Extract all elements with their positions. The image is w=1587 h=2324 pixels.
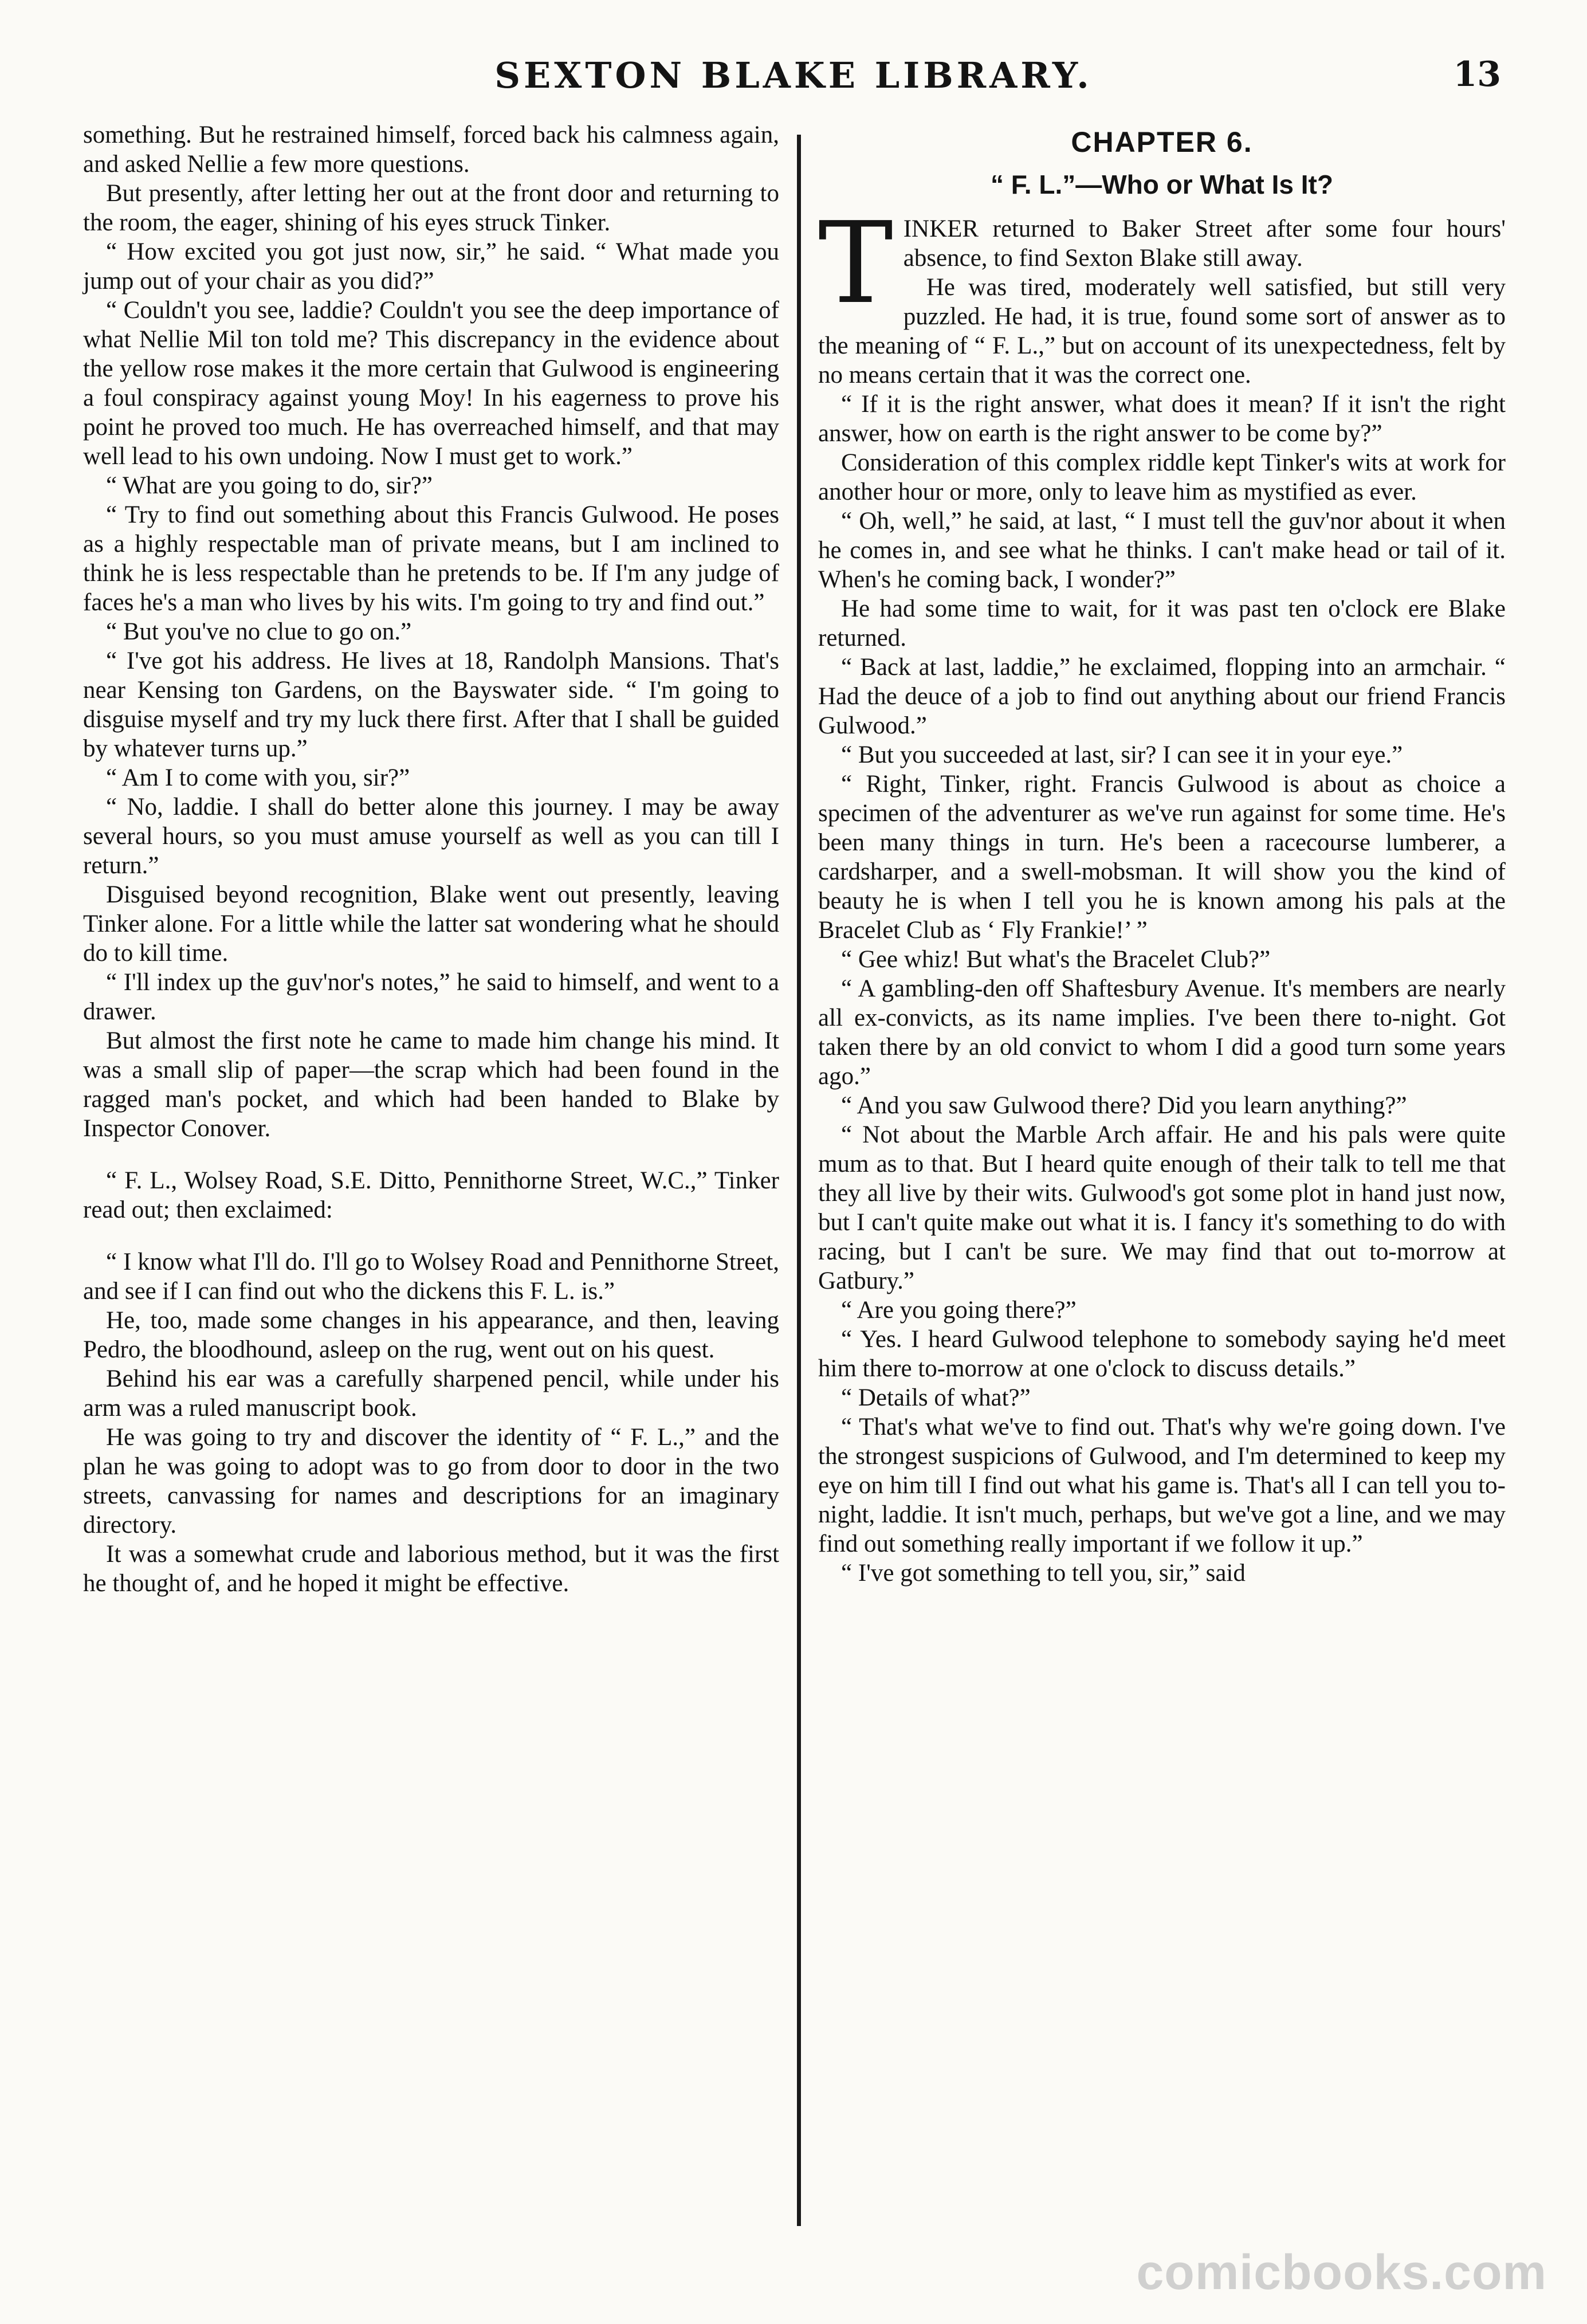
right-column [818, 120, 1506, 1588]
drop-cap: T [818, 198, 893, 329]
chapter-number: CHAPTER 6. [1071, 126, 1253, 158]
paragraph: “ Oh, well,” he said, at last, “ I must tell the guv'nor about it when he comes in, and see what he thinks. I can't make head or tail of it. When's he coming back, I wonder?” [818, 508, 1506, 593]
paragraph: He had some time to wait, for it was past ten o'clock ere Blake returned. [818, 595, 1506, 651]
paragraph: “ But you've no clue to go on.” [106, 618, 412, 645]
paragraph: “ Details of what?” [841, 1384, 1031, 1411]
watermark: comicbooks.com [1136, 2245, 1547, 2300]
paragraph: “ If it is the right answer, what does it mean? If it isn't the right answer, how on earth is the right answer to be come by?” [818, 391, 1506, 447]
paragraph: “ I'll index up the guv'nor's notes,” he said to himself, and went to a drawer. [83, 969, 779, 1025]
paragraph: “ How excited you got just now, sir,” he said. “ What made you jump out of your chair as you did?” [83, 238, 779, 295]
paragraph: He, too, made some changes in his appearance, and then, leaving Pedro, the bloodhound, asleep on the rug, went out on his quest. [83, 1307, 779, 1363]
paragraph: “ F. L., Wolsey Road, S.E. Ditto, Pennithorne Street, W.C.,” Tinker read out; then exclaimed: [83, 1167, 779, 1223]
paragraph: “ Couldn't you see, laddie? Couldn't you see the deep importance of what Nellie Mil ton told me? This discrepancy in the evidence about the yellow rose makes it the more certain that Gulwood is engineering a foul conspiracy against young Moy! In his eagerness to prove his point he proved too much. He has overreached himself, and that may well lead to his own undoing. Now I must get to work.” [83, 297, 779, 470]
paragraph: “ No, laddie. I shall do better alone this journey. I may be away several hours, so you must amuse yourself as well as you can till I return.” [83, 794, 779, 879]
paragraph: “ I've got something to tell you, sir,” said [841, 1560, 1246, 1587]
paragraph: Consideration of this complex riddle kept Tinker's wits at work for another hour or more, only to leave him as mystified as ever. [818, 449, 1506, 505]
paragraph: “ I know what I'll do. I'll go to Wolsey Road and Pennithorne Street, and see if I can find out who the dickens this F. L. is.” [83, 1249, 779, 1305]
page-number: 13 [1453, 54, 1501, 95]
paragraph: “ What are you going to do, sir?” [106, 472, 433, 499]
paragraph: But presently, after letting her out at the front door and returning to the room, the eager, shining of his eyes struck Tinker. [83, 180, 779, 236]
paragraph: something. But he restrained himself, forced back his calmness again, and asked Nellie a few more questions. [83, 121, 779, 178]
opening-text: INKER returned to Baker Street after some four hours' absence, to find Sexton Blake still away. [903, 215, 1506, 272]
paragraph: Behind his ear was a carefully sharpened pencil, while under his arm was a ruled manuscript book. [83, 1365, 779, 1422]
left-column [83, 120, 779, 1598]
paragraph: “ Gee whiz! But what's the Bracelet Club?” [841, 946, 1271, 973]
paragraph: “ Yes. I heard Gulwood telephone to somebody saying he'd meet him there to-morrow at one o'clock to discuss details.” [818, 1326, 1506, 1382]
paragraph: “ Back at last, laddie,” he exclaimed, flopping into an armchair. “ Had the deuce of a job to find out anything about our friend Francis Gulwood.” [818, 654, 1506, 739]
paragraph: He was tired, moderately well satisfied, but still very puzzled. He had, it is true, found some sort of answer as to the meaning of “ F. L.,” but on account of its unexpectedness, felt by no means certain that it was the correct one. [818, 274, 1506, 388]
paragraph: “ Right, Tinker, right. Francis Gulwood is about as choice a specimen of the adventurer as we've run against for some time. He's been many things in turn. He's been a racecourse lumberer, a cardsharper, and a swell-mobsman. It will show you the kind of beauty he is when I tell you he is known among his pals at the Bracelet Club as ‘ Fly Frankie!’ ” [818, 771, 1506, 944]
paragraph: “ And you saw Gulwood there? Did you learn anything?” [841, 1092, 1407, 1119]
opening-paragraph [818, 198, 1506, 329]
paragraph: Disguised beyond recognition, Blake went out presently, leaving Tinker alone. For a little while the latter sat wondering what he should do to kill time. [83, 881, 779, 967]
paragraph: “ Am I to come with you, sir?” [106, 764, 410, 791]
paragraph: “ I've got his address. He lives at 18, Randolph Mansions. That's near Kensing ton Gardens, on the Bayswater side. “ I'm going to disguise myself and try my luck there first. After that I shall be guided by whatever turns up.” [83, 647, 779, 762]
column-divider [797, 135, 801, 2226]
paragraph: But almost the first note he came to made him change his mind. It was a small slip of paper—the scrap which had been found in the ragged man's pocket, and which had been handed to Blake by Inspector Conover. [83, 1027, 779, 1142]
paragraph: He was going to try and discover the identity of “ F. L.,” and the plan he was going to adopt was to go from door to door in the two streets, canvassing for names and descriptions for an imaginary directory. [83, 1424, 779, 1538]
paragraph: “ But you succeeded at last, sir? I can see it in your eye.” [841, 741, 1403, 768]
paragraph: “ That's what we've to find out. That's why we're going down. I've the strongest suspicions of Gulwood, and I'm determined to keep my eye on him till I find out what his game is. That's all I can tell you to-night, laddie. It isn't much, perhaps, but we've got a line, and we may find out something really important if we follow it up.” [818, 1414, 1506, 1557]
paragraph: It was a somewhat crude and laborious method, but it was the first he thought of, and he hoped it might be effective. [83, 1541, 779, 1597]
running-head [0, 54, 1587, 106]
paragraph: “ Try to find out something about this Francis Gulwood. He poses as a highly respectable man of private means, but I am inclined to think he is less respectable than he pretends to be. If I'm any judge of faces he's a man who lives by his wits. I'm going to try and find out.” [83, 501, 779, 616]
chapter-title: “ F. L.”—Who or What Is It? [991, 170, 1333, 199]
running-title: SEXTON BLAKE LIBRARY. [494, 54, 1093, 96]
paragraph: “ A gambling-den off Shaftesbury Avenue. It's members are nearly all ex-convicts, as its name implies. I've been there to-night. Got taken there by an old convict to whom I did a good turn some years ago.” [818, 975, 1506, 1090]
paragraph: “ Are you going there?” [841, 1297, 1077, 1324]
paragraph: “ Not about the Marble Arch affair. He and his pals were quite mum as to that. But I heard quite enough of their talk to tell me that they all live by their wits. Gulwood's got some plot in hand just now, but I can't quite make out what it is. I fancy it's something to do with racing, but I can't be sure. We may find that out to-morrow at Gatbury.” [818, 1121, 1506, 1294]
